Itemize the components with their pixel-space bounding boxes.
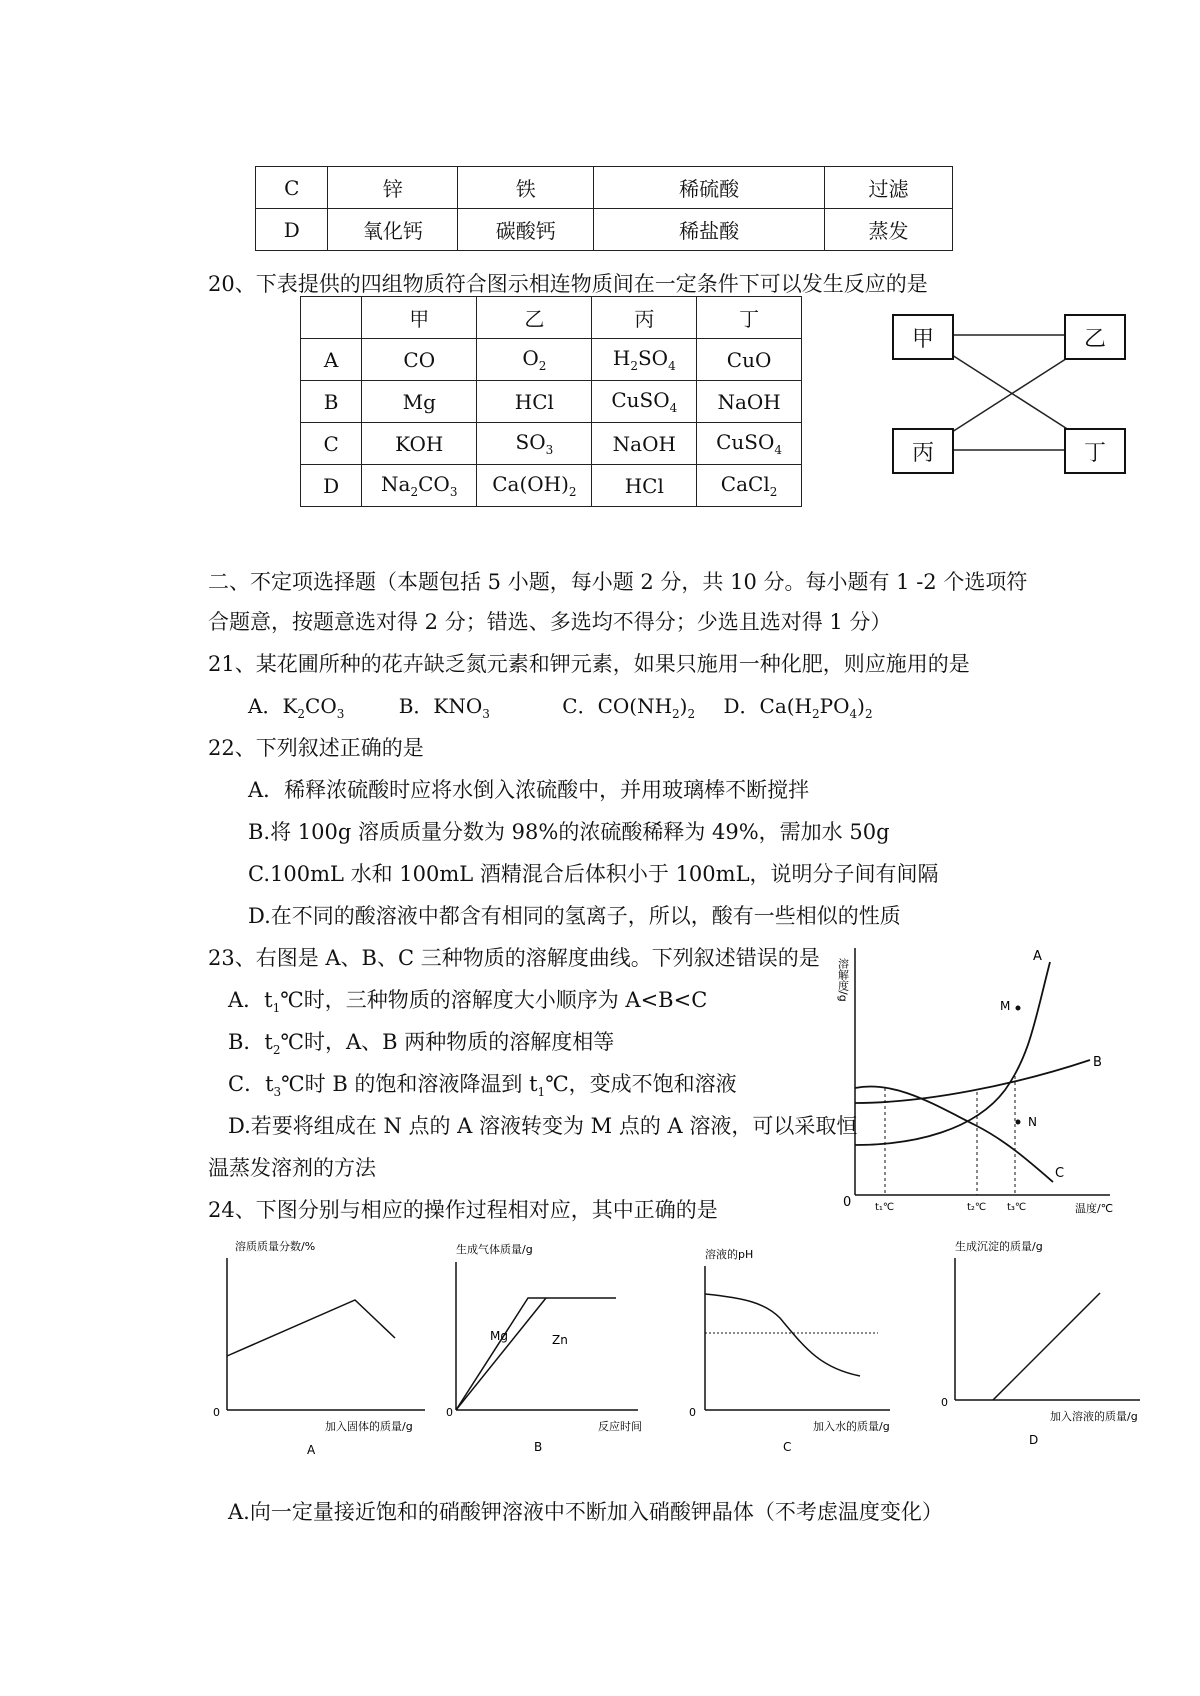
q23-option-d-line2: 温蒸发溶剂的方法 (208, 1156, 376, 1180)
graph-d-letter: D (1029, 1433, 1039, 1447)
option-b: B．$KNO_3$ (398, 694, 490, 721)
table-cell: NaOH (592, 423, 697, 465)
graph-c (685, 1238, 905, 1458)
row-label: D (301, 465, 362, 507)
table-cell: 过滤 (825, 167, 953, 209)
table-cell: CO (362, 339, 477, 381)
table-cell: CaCl$_2$ (697, 465, 802, 507)
option-c: C．$CO(NH_2)_2$ (562, 694, 696, 721)
graph-b-letter: B (534, 1440, 543, 1454)
q21-stem: 21、某花圃所种的花卉缺乏氮元素和钾元素，如果只施用一种化肥，则应施用的是 (208, 652, 970, 676)
curve-a (855, 962, 1050, 1145)
table-row (301, 339, 802, 381)
table-cell: $Ca(OH)_2$ (477, 465, 592, 507)
graph-c-origin: 0 (689, 1406, 696, 1419)
option-d: D．$Ca(H_2PO_4)_2$ (723, 694, 873, 721)
label-a: A (1033, 949, 1042, 964)
table-row (301, 465, 802, 507)
table-cell: $Na_2CO_3$ (362, 465, 477, 507)
section2-line1: 二、不定项选择题（本题包括 5 小题，每小题 2 分，共 10 分。每小题有 1 -2 个选项符 (208, 570, 1028, 594)
graph-c-ylabel: 溶液的pH (705, 1248, 754, 1261)
option-a: A．$K_2CO_3$ (248, 694, 345, 721)
row-label: A (301, 339, 362, 381)
tick-t2: t₂℃ (967, 1202, 987, 1213)
table-header: 丙 (592, 297, 697, 339)
table-cell: 氧化钙 (328, 209, 458, 251)
row-label: B (301, 381, 362, 423)
box-jia: 甲 (892, 314, 954, 360)
graph-b-ylabel: 生成气体质量/g (456, 1243, 533, 1256)
q23-option-b: B．$t_2℃$时，A、B 两种物质的溶解度相等 (228, 1030, 615, 1058)
table-header: 丁 (697, 297, 802, 339)
graph-d-line (993, 1293, 1100, 1400)
table-cell: C (256, 167, 328, 209)
table-header: 乙 (477, 297, 592, 339)
label-b: B (1093, 1055, 1102, 1070)
table-cell: 稀硫酸 (594, 167, 825, 209)
point-m (1016, 1006, 1021, 1011)
label-c: C (1055, 1166, 1065, 1181)
table-cell: $SO_3$ (477, 423, 592, 465)
table-header: 甲 (362, 297, 477, 339)
box-ding: 丁 (1064, 428, 1126, 474)
row-label: C (301, 423, 362, 465)
table-row (301, 381, 802, 423)
graph-d (935, 1238, 1175, 1458)
table-cell: 稀盐酸 (594, 209, 825, 251)
table-cell: 铁 (458, 167, 594, 209)
q22-option-d: D.在不同的酸溶液中都含有相同的氢离子，所以，酸有一些相似的性质 (248, 904, 901, 928)
solubility-chart (835, 940, 1135, 1220)
y-axis-label: 溶解度/g (836, 958, 850, 1002)
table-cell: CuSO$_4$ (697, 423, 802, 465)
table-cell: CuSO$_4$ (592, 381, 697, 423)
graph-b-zn-label: Zn (552, 1333, 568, 1347)
table-cell: NaOH (697, 381, 802, 423)
graph-c-xlabel: 加入水的质量/g (813, 1420, 890, 1433)
q20-stem: 20、下表提供的四组物质符合图示相连物质间在一定条件下可以发生反应的是 (208, 272, 928, 296)
q19-table (255, 166, 953, 251)
q21-options (248, 690, 873, 721)
q23-option-c: C．$t_3℃$时 B 的饱和溶液降温到 $t_1℃$，变成不饱和溶液 (228, 1072, 737, 1100)
graph-a (205, 1238, 445, 1458)
table-cell: Mg (362, 381, 477, 423)
table-cell: D (256, 209, 328, 251)
graph-b-origin: 0 (446, 1406, 453, 1419)
box-yi: 乙 (1064, 314, 1126, 360)
graph-a-xlabel: 加入固体的质量/g (325, 1420, 413, 1433)
graph-d-origin: 0 (941, 1396, 948, 1409)
graph-b-mg-line (456, 1298, 616, 1410)
table-cell: $O_2$ (477, 339, 592, 381)
graph-a-letter: A (307, 1443, 316, 1457)
graph-a-line (227, 1300, 395, 1356)
table-cell: 锌 (328, 167, 458, 209)
table-row (301, 423, 802, 465)
x-axis-label: 温度/℃ (1075, 1202, 1114, 1215)
q20-table (300, 296, 802, 507)
table-cell: 碳酸钙 (458, 209, 594, 251)
q23-stem: 23、右图是 A、B、C 三种物质的溶解度曲线。下列叙述错误的是 (208, 946, 820, 970)
graph-d-xlabel: 加入溶液的质量/g (1050, 1410, 1138, 1423)
graph-d-ylabel: 生成沉淀的质量/g (955, 1240, 1043, 1253)
q24-option-a: A.向一定量接近饱和的硝酸钾溶液中不断加入硝酸钾晶体（不考虑温度变化） (228, 1500, 943, 1524)
label-m: M (1000, 999, 1011, 1013)
point-n (1016, 1120, 1021, 1125)
tick-t1: t₁℃ (875, 1202, 895, 1213)
graph-a-ylabel: 溶质质量分数/% (235, 1240, 316, 1253)
label-n: N (1028, 1115, 1037, 1129)
table-cell: HCl (592, 465, 697, 507)
graph-b (448, 1238, 678, 1458)
graph-c-letter: C (783, 1440, 792, 1454)
q22-option-a: A．稀释浓硫酸时应将水倒入浓硫酸中，并用玻璃棒不断搅拌 (248, 778, 810, 802)
graph-b-xlabel: 反应时间 (598, 1420, 642, 1433)
graph-b-mg-label: Mg (490, 1329, 508, 1343)
q24-stem: 24、下图分别与相应的操作过程相对应，其中正确的是 (208, 1198, 718, 1222)
tick-t3: t₃℃ (1007, 1202, 1027, 1213)
curve-b (855, 1060, 1090, 1103)
graph-b-zn-line (456, 1298, 546, 1410)
q22-stem: 22、下列叙述正确的是 (208, 736, 424, 760)
origin-label: 0 (843, 1195, 852, 1210)
q22-option-c: C.100mL 水和 100mL 酒精混合后体积小于 100mL，说明分子间有间隔 (248, 862, 939, 886)
table-cell: KOH (362, 423, 477, 465)
q23-option-a: A．$t_1℃$时，三种物质的溶解度大小顺序为 A<B<C (228, 988, 708, 1016)
table-cell: $H_2SO_4$ (592, 339, 697, 381)
table-header (301, 297, 362, 339)
section2-line2: 合题意，按题意选对得 2 分；错选、多选均不得分；少选且选对得 1 分） (208, 610, 892, 634)
graph-c-curve (705, 1294, 860, 1376)
table-cell: CuO (697, 339, 802, 381)
table-cell: HCl (477, 381, 592, 423)
table-cell: 蒸发 (825, 209, 953, 251)
q22-option-b: B.将 100g 溶质质量分数为 98%的浓硫酸稀释为 49%，需加水 50g (248, 820, 890, 844)
q23-option-d-line1: D.若要将组成在 N 点的 A 溶液转变为 M 点的 A 溶液，可以采取恒 (228, 1114, 858, 1138)
graph-a-origin: 0 (213, 1406, 220, 1419)
box-bing: 丙 (892, 428, 954, 474)
